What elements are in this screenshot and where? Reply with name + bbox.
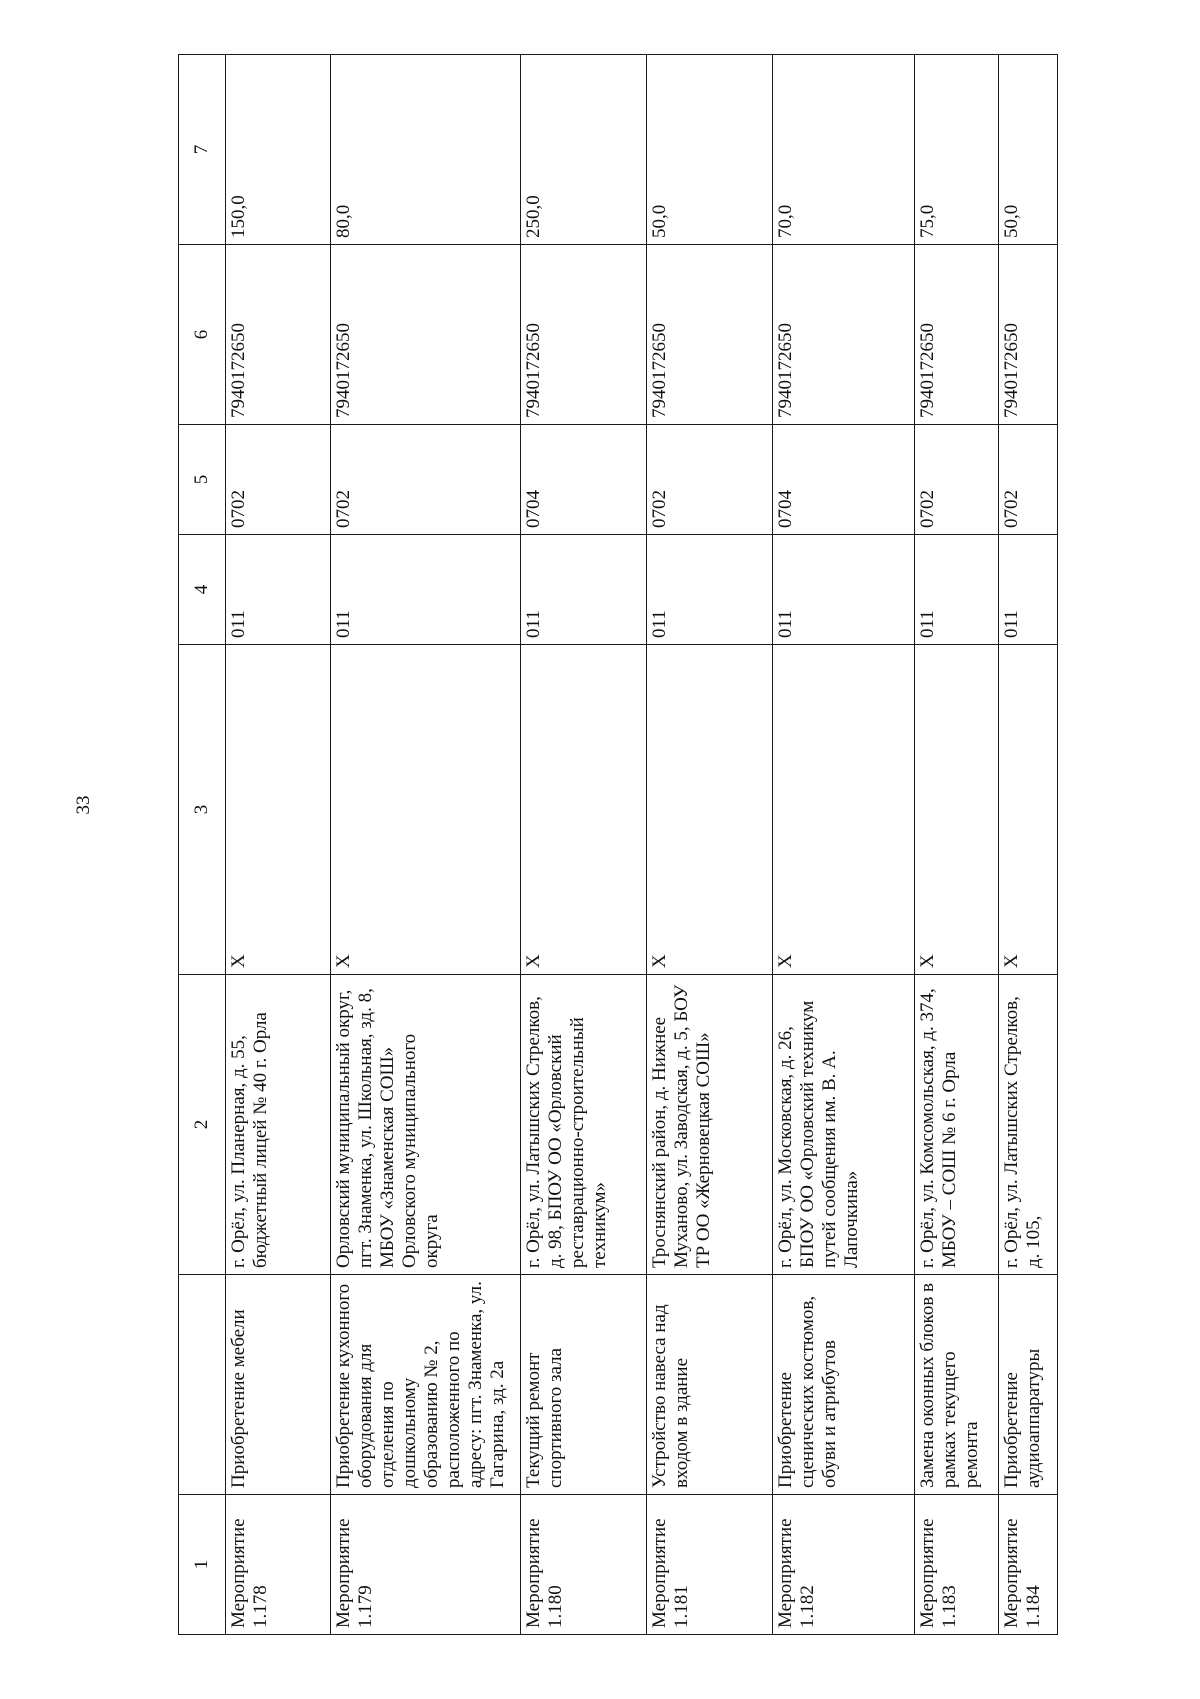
table-row [226, 55, 331, 1635]
col5-cell: 0704 [521, 425, 647, 535]
col7-cell: 250,0 [521, 55, 647, 245]
activity-name-cell: Приобретение сценических костюмов, обуви и атрибутов [773, 1275, 915, 1495]
activity-name-cell: Замена оконных блоков в рамках текущего ремонта [915, 1275, 999, 1495]
col5-cell: 0702 [647, 425, 773, 535]
activity-name-cell: Приобретение мебели [226, 1275, 331, 1495]
col4-cell: 011 [647, 535, 773, 645]
budget-table [178, 54, 1058, 1635]
col7-cell: 75,0 [915, 55, 999, 245]
col7-cell: 70,0 [773, 55, 915, 245]
header-cell [179, 1275, 226, 1495]
col6-cell: 7940172650 [331, 245, 521, 425]
activity-name-cell: Приобретение аудиоаппаратуры [999, 1275, 1058, 1495]
header-cell: 3 [179, 645, 226, 975]
activity-id-cell: Мероприятие 1.183 [915, 1495, 999, 1635]
col5-cell: 0702 [915, 425, 999, 535]
header-row [179, 55, 226, 1635]
table-row [999, 55, 1058, 1635]
col3-cell: Х [521, 645, 647, 975]
col4-cell: 011 [999, 535, 1058, 645]
col5-cell: 0702 [999, 425, 1058, 535]
col4-cell: 011 [521, 535, 647, 645]
col6-cell: 7940172650 [999, 245, 1058, 425]
activity-name-cell: Текущий ремонт спортивного зала [521, 1275, 647, 1495]
col4-cell: 011 [226, 535, 331, 645]
activity-name-cell: Устройство навеса над входом в здание [647, 1275, 773, 1495]
activity-id-cell: Мероприятие 1.181 [647, 1495, 773, 1635]
header-cell: 1 [179, 1495, 226, 1635]
address-cell: г. Орёл, ул. Комсомольская, д. 374, МБОУ – СОШ № 6 г. Орла [915, 975, 999, 1275]
col3-cell: Х [226, 645, 331, 975]
col3-cell: Х [999, 645, 1058, 975]
header-cell: 4 [179, 535, 226, 645]
activity-id-cell: Мероприятие 1.179 [331, 1495, 521, 1635]
header-cell: 5 [179, 425, 226, 535]
table-row [773, 55, 915, 1635]
col6-cell: 7940172650 [773, 245, 915, 425]
header-cell: 6 [179, 245, 226, 425]
col3-cell: Х [647, 645, 773, 975]
col6-cell: 7940172650 [521, 245, 647, 425]
header-cell: 7 [179, 55, 226, 245]
activity-name-cell: Приобретение кухонного оборудования для отделения по дошкольному образованию № 2, расположенного по адресу: пгт. Знаменка, ул. Гагарина, зд. 2а [331, 1275, 521, 1495]
col5-cell: 0704 [773, 425, 915, 535]
activity-id-cell: Мероприятие 1.182 [773, 1495, 915, 1635]
col3-cell: Х [915, 645, 999, 975]
table-row [915, 55, 999, 1635]
col7-cell: 80,0 [331, 55, 521, 245]
page-number: 33 [73, 795, 94, 815]
col5-cell: 0702 [226, 425, 331, 535]
col7-cell: 50,0 [999, 55, 1058, 245]
col7-cell: 150,0 [226, 55, 331, 245]
col6-cell: 7940172650 [647, 245, 773, 425]
rotated-table-container [178, 55, 1058, 1635]
col3-cell: Х [331, 645, 521, 975]
table-row [331, 55, 521, 1635]
address-cell: г. Орёл, ул. Планерная, д. 55, бюджетный лицей № 40 г. Орла [226, 975, 331, 1275]
activity-id-cell: Мероприятие 1.180 [521, 1495, 647, 1635]
col6-cell: 7940172650 [226, 245, 331, 425]
header-cell: 2 [179, 975, 226, 1275]
col3-cell: Х [773, 645, 915, 975]
col7-cell: 50,0 [647, 55, 773, 245]
col6-cell: 7940172650 [915, 245, 999, 425]
activity-id-cell: Мероприятие 1.184 [999, 1495, 1058, 1635]
address-cell: г. Орёл, ул. Латышских Стрелков, д. 105, [999, 975, 1058, 1275]
activity-id-cell: Мероприятие 1.178 [226, 1495, 331, 1635]
col5-cell: 0702 [331, 425, 521, 535]
col4-cell: 011 [915, 535, 999, 645]
col4-cell: 011 [331, 535, 521, 645]
address-cell: г. Орёл, ул. Московская, д. 26, БПОУ ОО «Орловский техникум путей сообщения им. В. А. Лапочкина» [773, 975, 915, 1275]
table-row [647, 55, 773, 1635]
table-row [521, 55, 647, 1635]
address-cell: г. Орёл, ул. Латышских Стрелков, д. 98, БПОУ ОО «Орловский реставрационно-строительный техникум» [521, 975, 647, 1275]
address-cell: Орловский муниципальный округ, пгт. Знаменка, ул. Школьная, зд. 8, МБОУ «Знаменская СОШ» Орловского муниципального округа [331, 975, 521, 1275]
address-cell: Троснянский район, д. Нижнее Муханово, ул. Заводская, д. 5, БОУ ТР ОО «Жерновецкая СОШ» [647, 975, 773, 1275]
col4-cell: 011 [773, 535, 915, 645]
